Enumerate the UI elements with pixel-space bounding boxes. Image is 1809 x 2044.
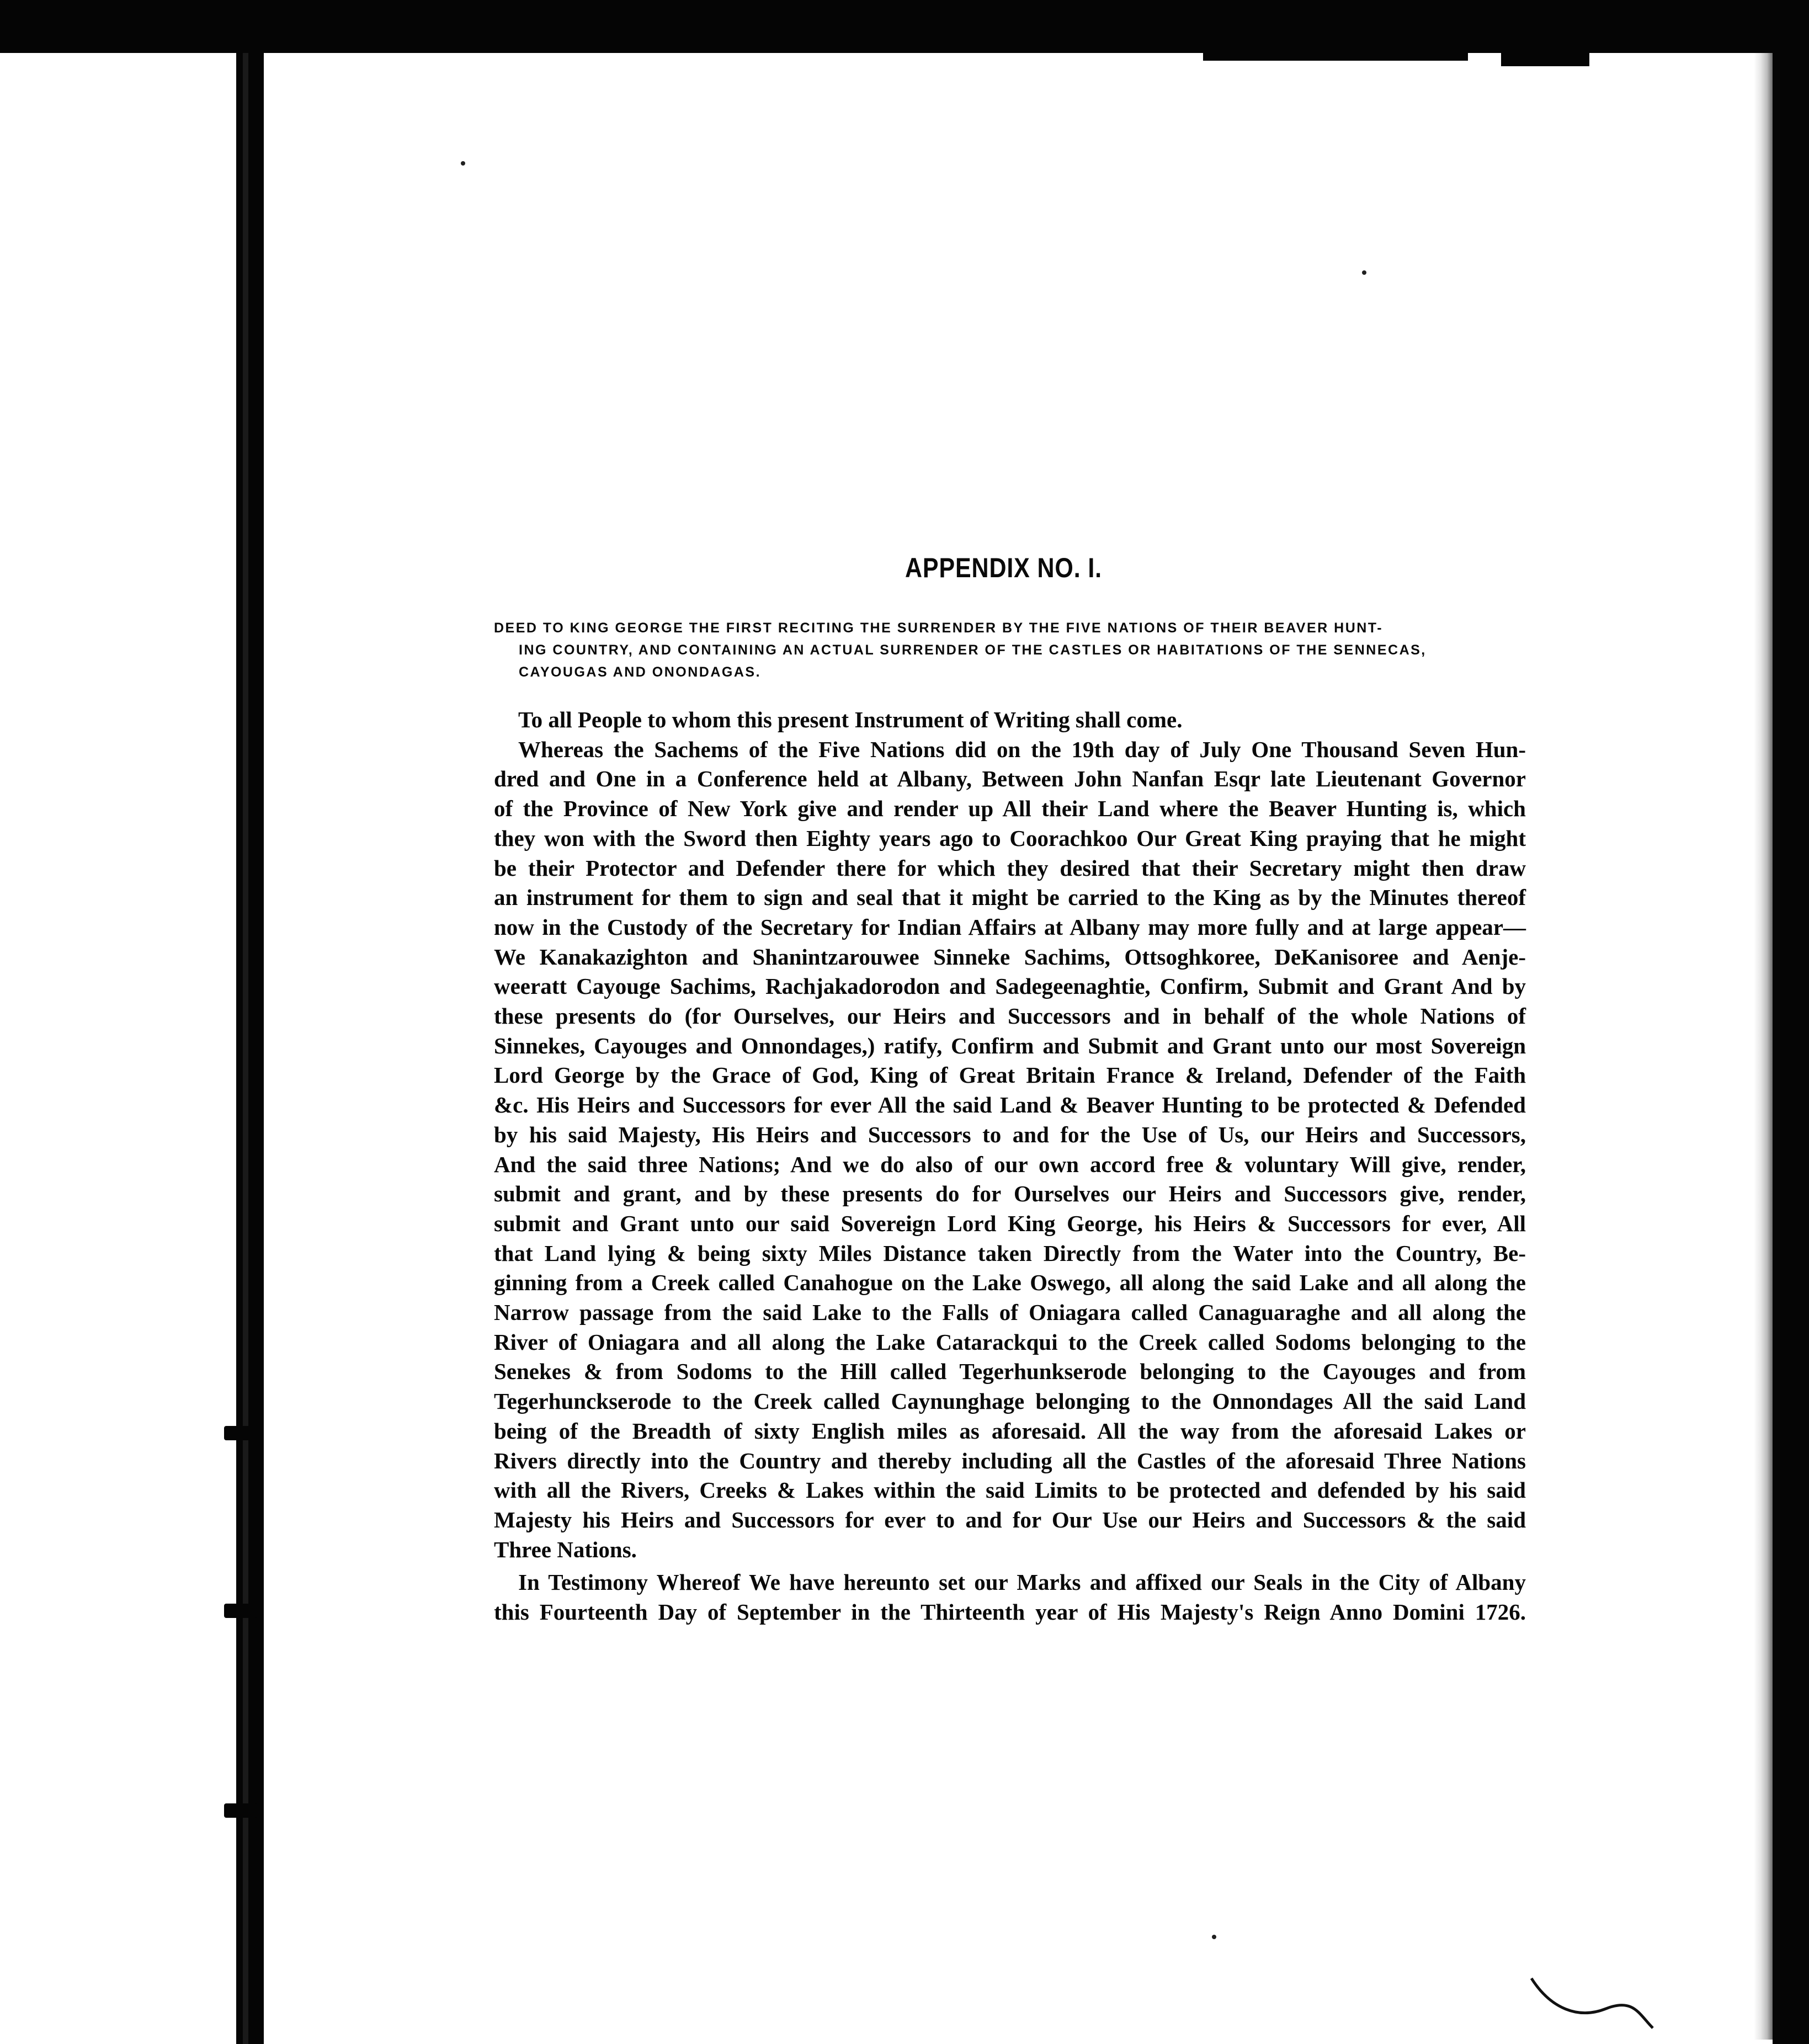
page-edge-shadow	[1754, 53, 1773, 2040]
paragraph-line: We Kanakazighton and Shanintzarouwee Sinneke Sachims, Ottsoghkoree, DeKanisoree and Aenje-	[494, 944, 1526, 970]
paragraph-line: Lord George by the Grace of God, King of Great Britain France & Ireland, Defender of the Faith	[494, 1062, 1526, 1088]
paragraph-line: ginning from a Creek called Canahogue on the Lake Oswego, all along the said Lake and all along the	[494, 1270, 1526, 1296]
left-margin	[0, 53, 236, 2044]
dust-speck	[461, 161, 465, 166]
paragraph-line: being of the Breadth of sixty English miles as aforesaid. All the way from the aforesaid Lakes or	[494, 1418, 1526, 1444]
paragraph-line: Narrow passage from the said Lake to the Falls of Oniagara called Canaguaraghe and all along the	[494, 1300, 1526, 1326]
paragraph-line: they won with the Sword then Eighty years ago to Coorachkoo Our Great King praying that he might	[494, 825, 1526, 851]
paragraph-line: by his said Majesty, His Heirs and Successors to and for the Use of Us, our Heirs and Successors,	[494, 1121, 1526, 1147]
book-gutter	[236, 53, 264, 2044]
heading-line: DEED TO KING GEORGE THE FIRST RECITING THE SURRENDER BY THE FIVE NATIONS OF THEIR BEAVER HUNT-	[494, 620, 1384, 636]
paragraph-line: To all People to whom this present Instrument of Writing shall come.	[518, 707, 1183, 732]
paragraph-line: these presents do (for Ourselves, our Heirs and Successors and in behalf of the whole Nations of	[494, 1003, 1526, 1029]
paragraph-line: of the Province of New York give and render up All their Land where the Beaver Hunting is, which	[494, 796, 1526, 822]
paragraph-line: Senekes & from Sodoms to the Hill called Tegerhunkserode belonging to the Cayouges and from	[494, 1359, 1526, 1385]
paragraph-line: an instrument for them to sign and seal that it might be carried to the King as by the Minutes thereof	[494, 885, 1526, 911]
scan-border-notch	[1203, 33, 1468, 61]
heading-line: CAYOUGAS AND ONONDAGAS.	[519, 664, 762, 680]
dust-speck	[1362, 270, 1366, 275]
deed-body	[494, 705, 1526, 1627]
binding-stitch-mark	[224, 1426, 257, 1440]
paragraph-line: that Land lying & being sixty Miles Distance taken Directly from the Water into the Country, Be-	[494, 1240, 1526, 1266]
paragraph-line: Three Nations.	[494, 1536, 637, 1562]
paragraph-line: weeratt Cayouge Sachims, Rachjakadorodon and Sadegeenaghtie, Confirm, Submit and Grant And by	[494, 973, 1526, 999]
heading-line: ING COUNTRY, AND CONTAINING AN ACTUAL SURRENDER OF THE CASTLES OR HABITATIONS OF THE SENNECAS,	[519, 642, 1427, 658]
paragraph-line: Sinnekes, Cayouges and Onnondages,) ratify, Confirm and Submit and Grant unto our most Sovereign	[494, 1032, 1526, 1058]
paragraph-line: And the said three Nations; And we do also of our own accord free & voluntary Will give, render,	[494, 1151, 1526, 1177]
binding-stitch-mark	[224, 1604, 257, 1618]
deed-heading	[494, 617, 1526, 683]
binding-stitch-mark	[224, 1803, 257, 1818]
paragraph-line: Majesty his Heirs and Successors for ever to and for Our Use our Heirs and Successors & the said	[494, 1507, 1526, 1532]
paragraph-line: Whereas the Sachems of the Five Nations did on the 19th day of July One Thousand Seven Hun-	[518, 736, 1526, 762]
dust-speck	[1212, 1935, 1216, 1939]
paragraph-line: submit and Grant unto our said Sovereign Lord King George, his Heirs & Successors for ever, All	[494, 1210, 1526, 1236]
scan-border-notch	[1501, 39, 1589, 66]
scan-border-right	[1773, 0, 1809, 2044]
paragraph-line: with all the Rivers, Creeks & Lakes within the said Limits to be protected and defended by his said	[494, 1477, 1526, 1503]
paragraph-line: Tegerhunckserode to the Creek called Caynunghage belonging to the Onnondages All the said Land	[494, 1388, 1526, 1414]
paragraph-line: be their Protector and Defender there for which they desired that their Secretary might then draw	[494, 855, 1526, 881]
paragraph-line: submit and grant, and by these presents do for Ourselves our Heirs and Successors give, render,	[494, 1181, 1526, 1207]
paragraph-line: In Testimony Whereof We have hereunto set our Marks and affixed our Seals in the City of Albany	[518, 1569, 1526, 1595]
paragraph-line: this Fourteenth Day of September in the Thirteenth year of His Majesty's Reign Anno Domini 1726.	[494, 1599, 1526, 1625]
paragraph-line: Rivers directly into the Country and thereby including all the Castles of the aforesaid Three Nations	[494, 1447, 1526, 1473]
paragraph-line: dred and One in a Conference held at Albany, Between John Nanfan Esqr late Lieutenant Governor	[494, 766, 1526, 792]
paragraph-line: River of Oniagara and all along the Lake Catarackqui to the Creek called Sodoms belonging to the	[494, 1329, 1526, 1355]
appendix-title: APPENDIX NO. I.	[905, 552, 1102, 583]
book-gutter-line	[243, 53, 248, 2044]
paragraph-line: now in the Custody of the Secretary for Indian Affairs at Albany may more fully and at large appear—	[494, 914, 1526, 940]
paragraph-line: &c. His Heirs and Successors for ever All the said Land & Beaver Hunting to be protected & Defended	[494, 1092, 1526, 1118]
scan-debris-curl	[1529, 1976, 1656, 2031]
